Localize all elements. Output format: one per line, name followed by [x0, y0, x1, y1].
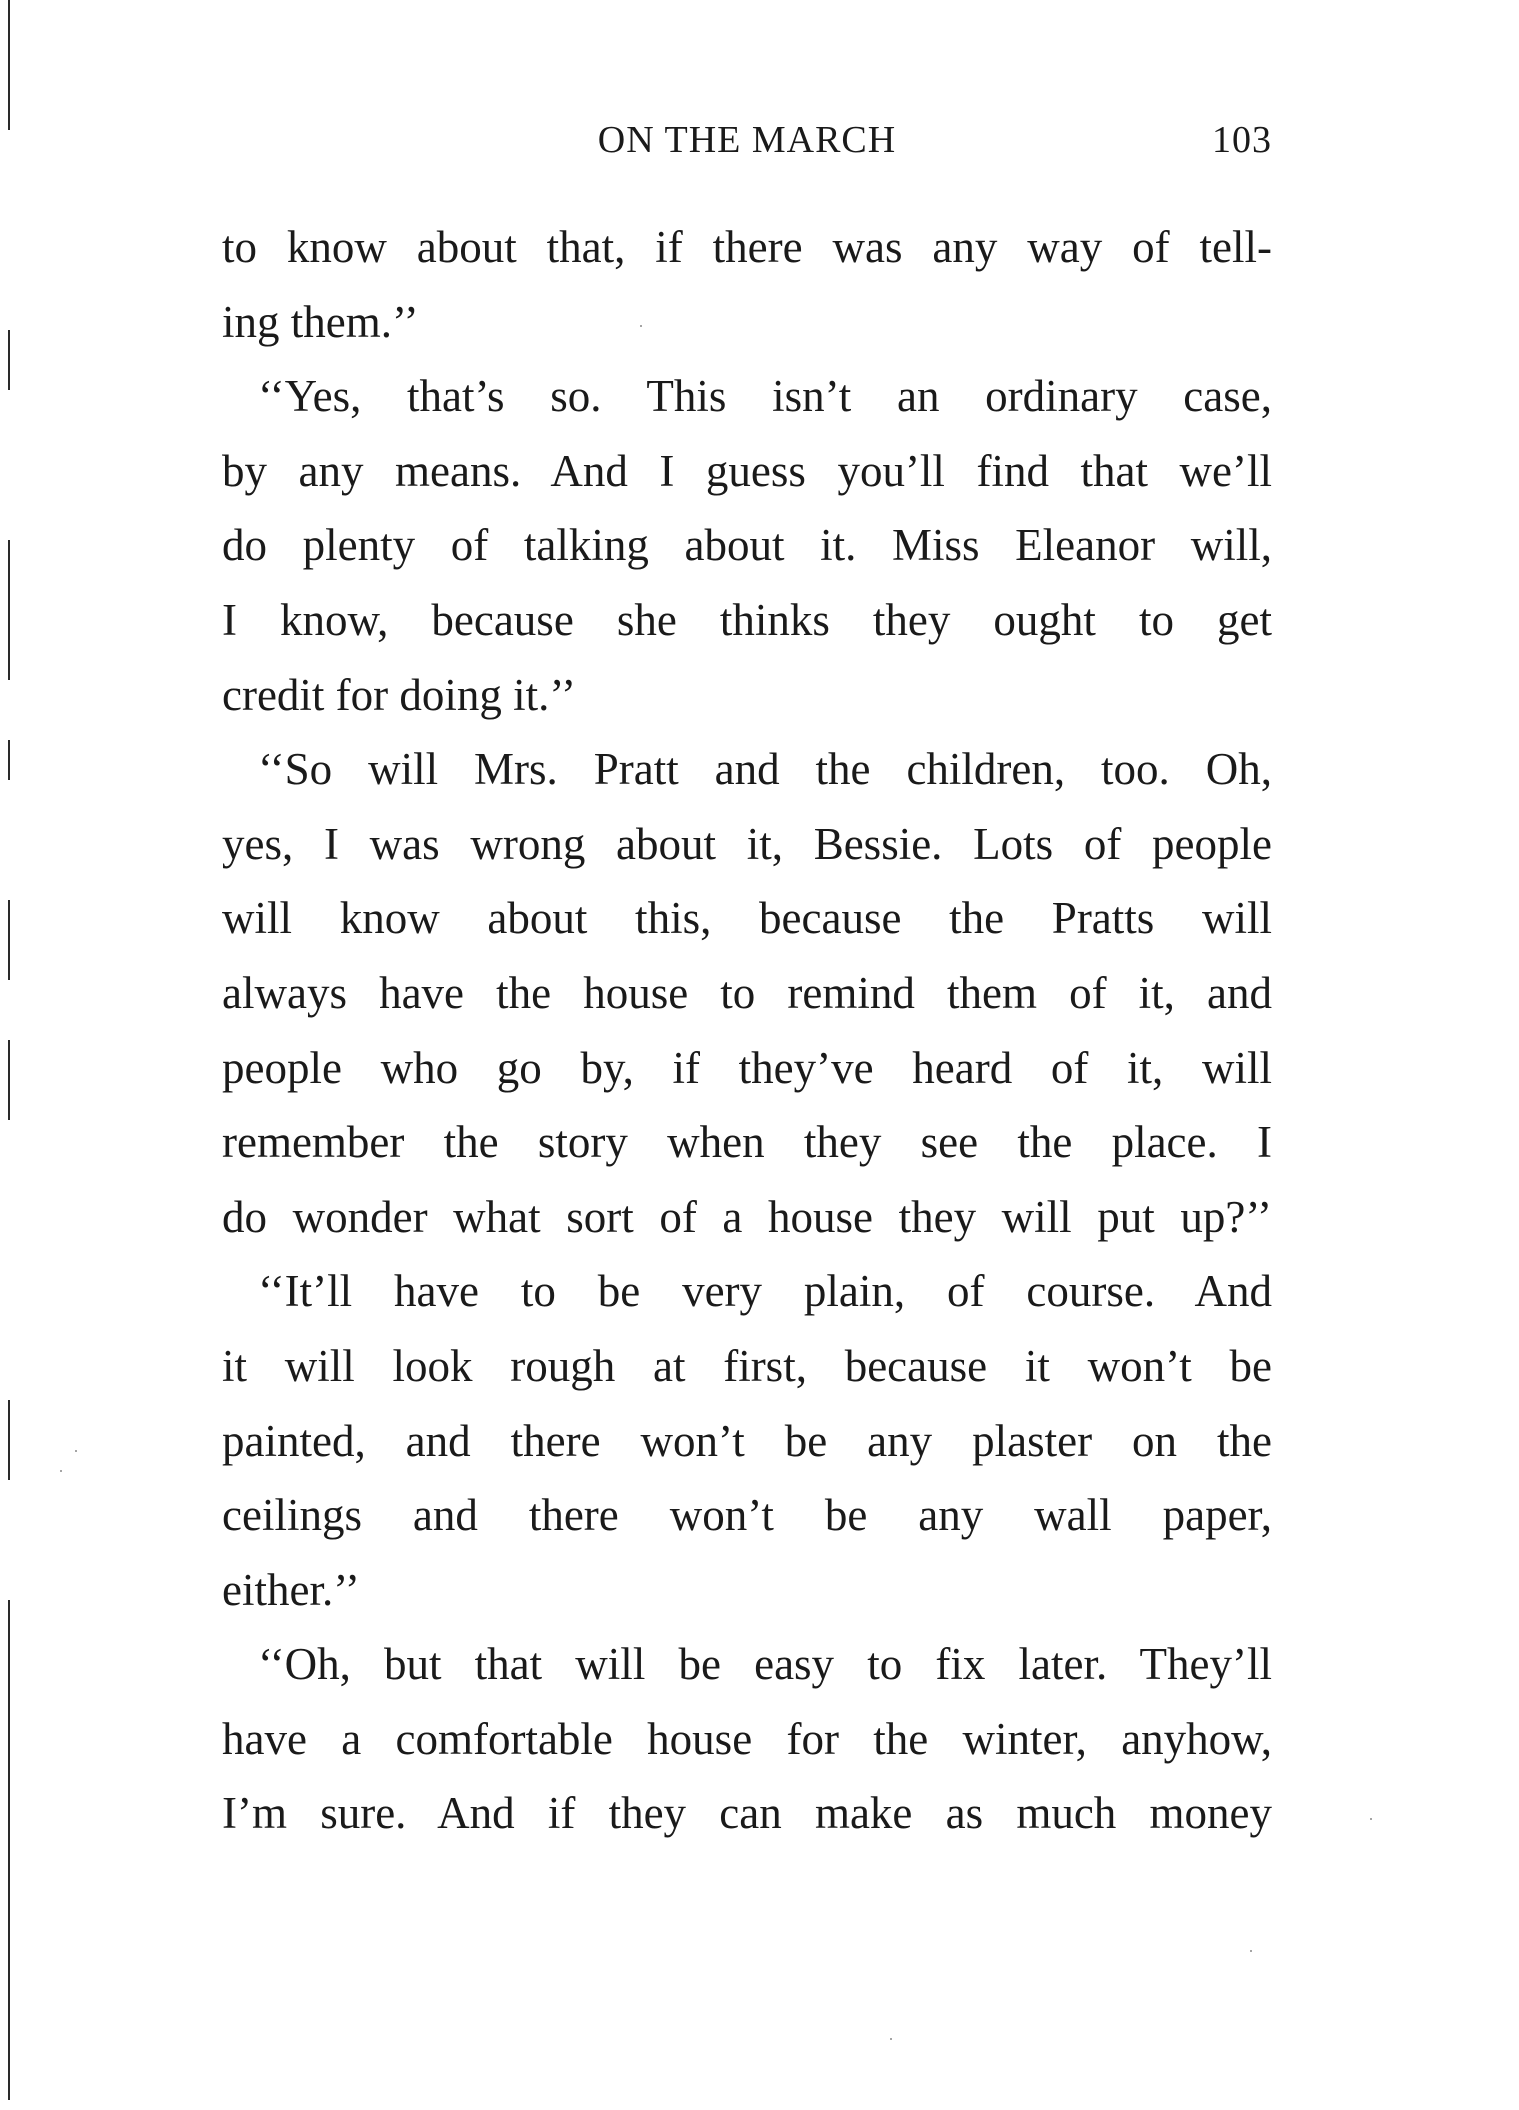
- scan-speck: [60, 1470, 62, 1472]
- text-line: ing them.’’: [222, 296, 419, 347]
- gutter-shadow-line: [8, 540, 10, 680]
- text-line: I’m sure. And if they can make as much money: [222, 1788, 1272, 1839]
- text-line: have a comfortable house for the winter, anyhow,: [222, 1713, 1272, 1764]
- gutter-shadow-line: [8, 330, 10, 390]
- gutter-shadow-line: [8, 900, 10, 980]
- scan-speck: [1370, 1818, 1372, 1820]
- text-line: by any means. And I guess you’ll find that we’ll: [222, 445, 1272, 496]
- text-line: always have the house to remind them of it, and: [222, 967, 1272, 1018]
- text-line: do plenty of talking about it. Miss Eleanor will,: [222, 520, 1272, 571]
- text-line: ‘‘So will Mrs. Pratt and the children, too. Oh,: [258, 744, 1272, 795]
- text-line: I know, because she thinks they ought to get: [222, 594, 1272, 645]
- gutter-shadow-line: [8, 1400, 10, 1480]
- text-line: will know about this, because the Pratts will: [222, 893, 1272, 944]
- page-header: [222, 118, 1272, 178]
- scan-speck: [1250, 1950, 1252, 1952]
- text-line: yes, I was wrong about it, Bessie. Lots of people: [222, 818, 1272, 869]
- scan-speck: [890, 2038, 892, 2040]
- gutter-shadow-line: [8, 740, 10, 780]
- text-line: ‘‘Yes, that’s so. This isn’t an ordinary case,: [258, 371, 1272, 422]
- text-line: it will look rough at first, because it won’t be: [222, 1340, 1272, 1391]
- text-line: ‘‘Oh, but that will be easy to fix later. They’ll: [258, 1639, 1272, 1690]
- page-number: 103: [1212, 119, 1272, 161]
- scan-speck: [75, 1450, 77, 1452]
- text-line: remember the story when they see the place. I: [222, 1117, 1272, 1168]
- text-line: people who go by, if they’ve heard of it, will: [222, 1042, 1272, 1093]
- text-line: do wonder what sort of a house they will put up?’’: [222, 1191, 1272, 1242]
- running-title: ON THE MARCH: [597, 119, 897, 161]
- gutter-shadow-line: [8, 1040, 10, 1120]
- text-line: ‘‘It’ll have to be very plain, of course. And: [258, 1266, 1272, 1317]
- body-text: [222, 210, 1272, 1851]
- text-line: ceilings and there won’t be any wall paper,: [222, 1490, 1272, 1541]
- text-line: to know about that, if there was any way of tell-: [222, 222, 1272, 272]
- text-line: either.’’: [222, 1564, 360, 1615]
- text-line: painted, and there won’t be any plaster on the: [222, 1415, 1272, 1466]
- text-line: credit for doing it.’’: [222, 669, 577, 720]
- gutter-shadow-line: [8, 0, 10, 130]
- gutter-shadow-line: [8, 1600, 10, 2100]
